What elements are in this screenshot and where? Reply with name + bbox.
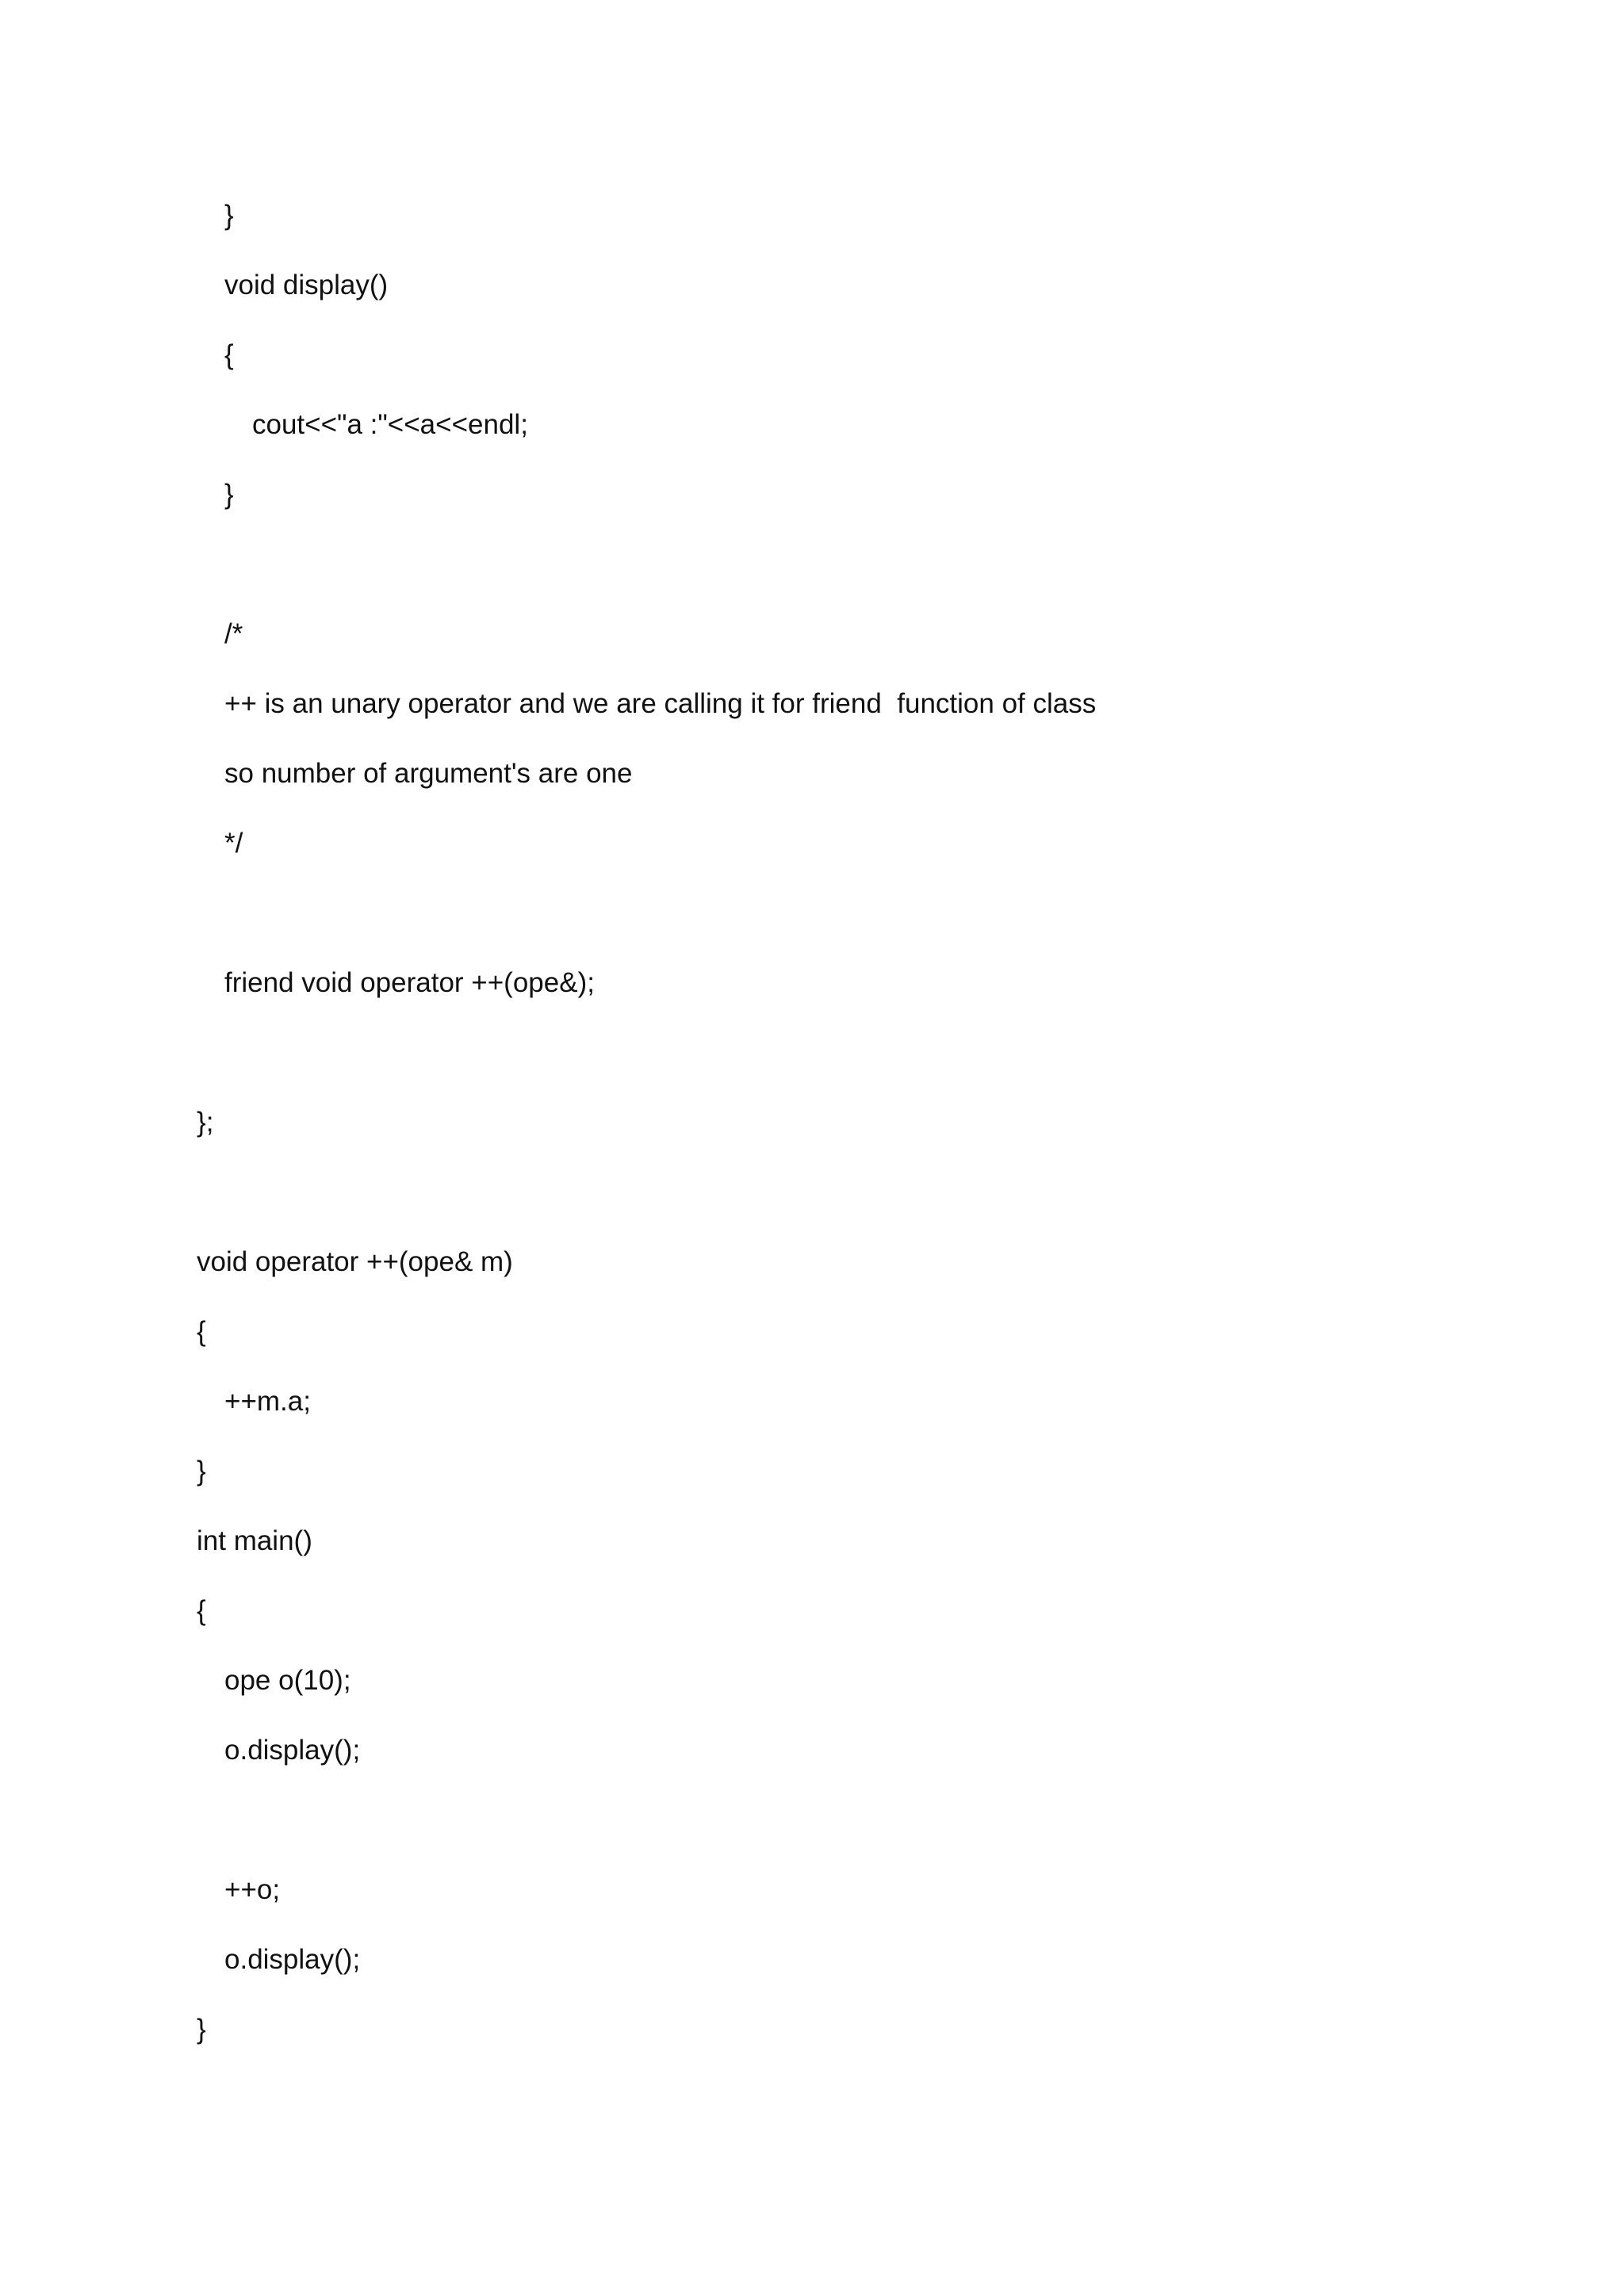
code-line: {	[197, 1595, 206, 1626]
code-line: int main()	[197, 1525, 312, 1556]
code-line: void display()	[224, 270, 389, 300]
code-line: }	[224, 200, 234, 231]
code-line: {	[197, 1316, 206, 1347]
code-line: so number of argument's are one	[224, 758, 633, 789]
code-line: friend void operator ++(ope&);	[224, 967, 595, 998]
code-line: }	[224, 479, 234, 510]
code-line: ++ is an unary operator and we are calling it for friend function of class	[224, 688, 1097, 719]
code-line: };	[197, 1107, 214, 1138]
code-line: ope o(10);	[224, 1665, 351, 1696]
code-line: o.display();	[224, 1944, 361, 1975]
code-line: }	[197, 1456, 206, 1487]
code-line: }	[197, 2014, 206, 2045]
code-line: cout<<"a :"<<a<<endl;	[252, 409, 528, 440]
code-line: ++m.a;	[224, 1386, 311, 1417]
code-line: */	[224, 828, 243, 859]
code-line: /*	[224, 618, 243, 649]
code-line: {	[224, 339, 234, 370]
code-line: ++o;	[224, 1874, 281, 1905]
code-line: void operator ++(ope& m)	[197, 1246, 513, 1277]
code-line: o.display();	[224, 1735, 361, 1766]
